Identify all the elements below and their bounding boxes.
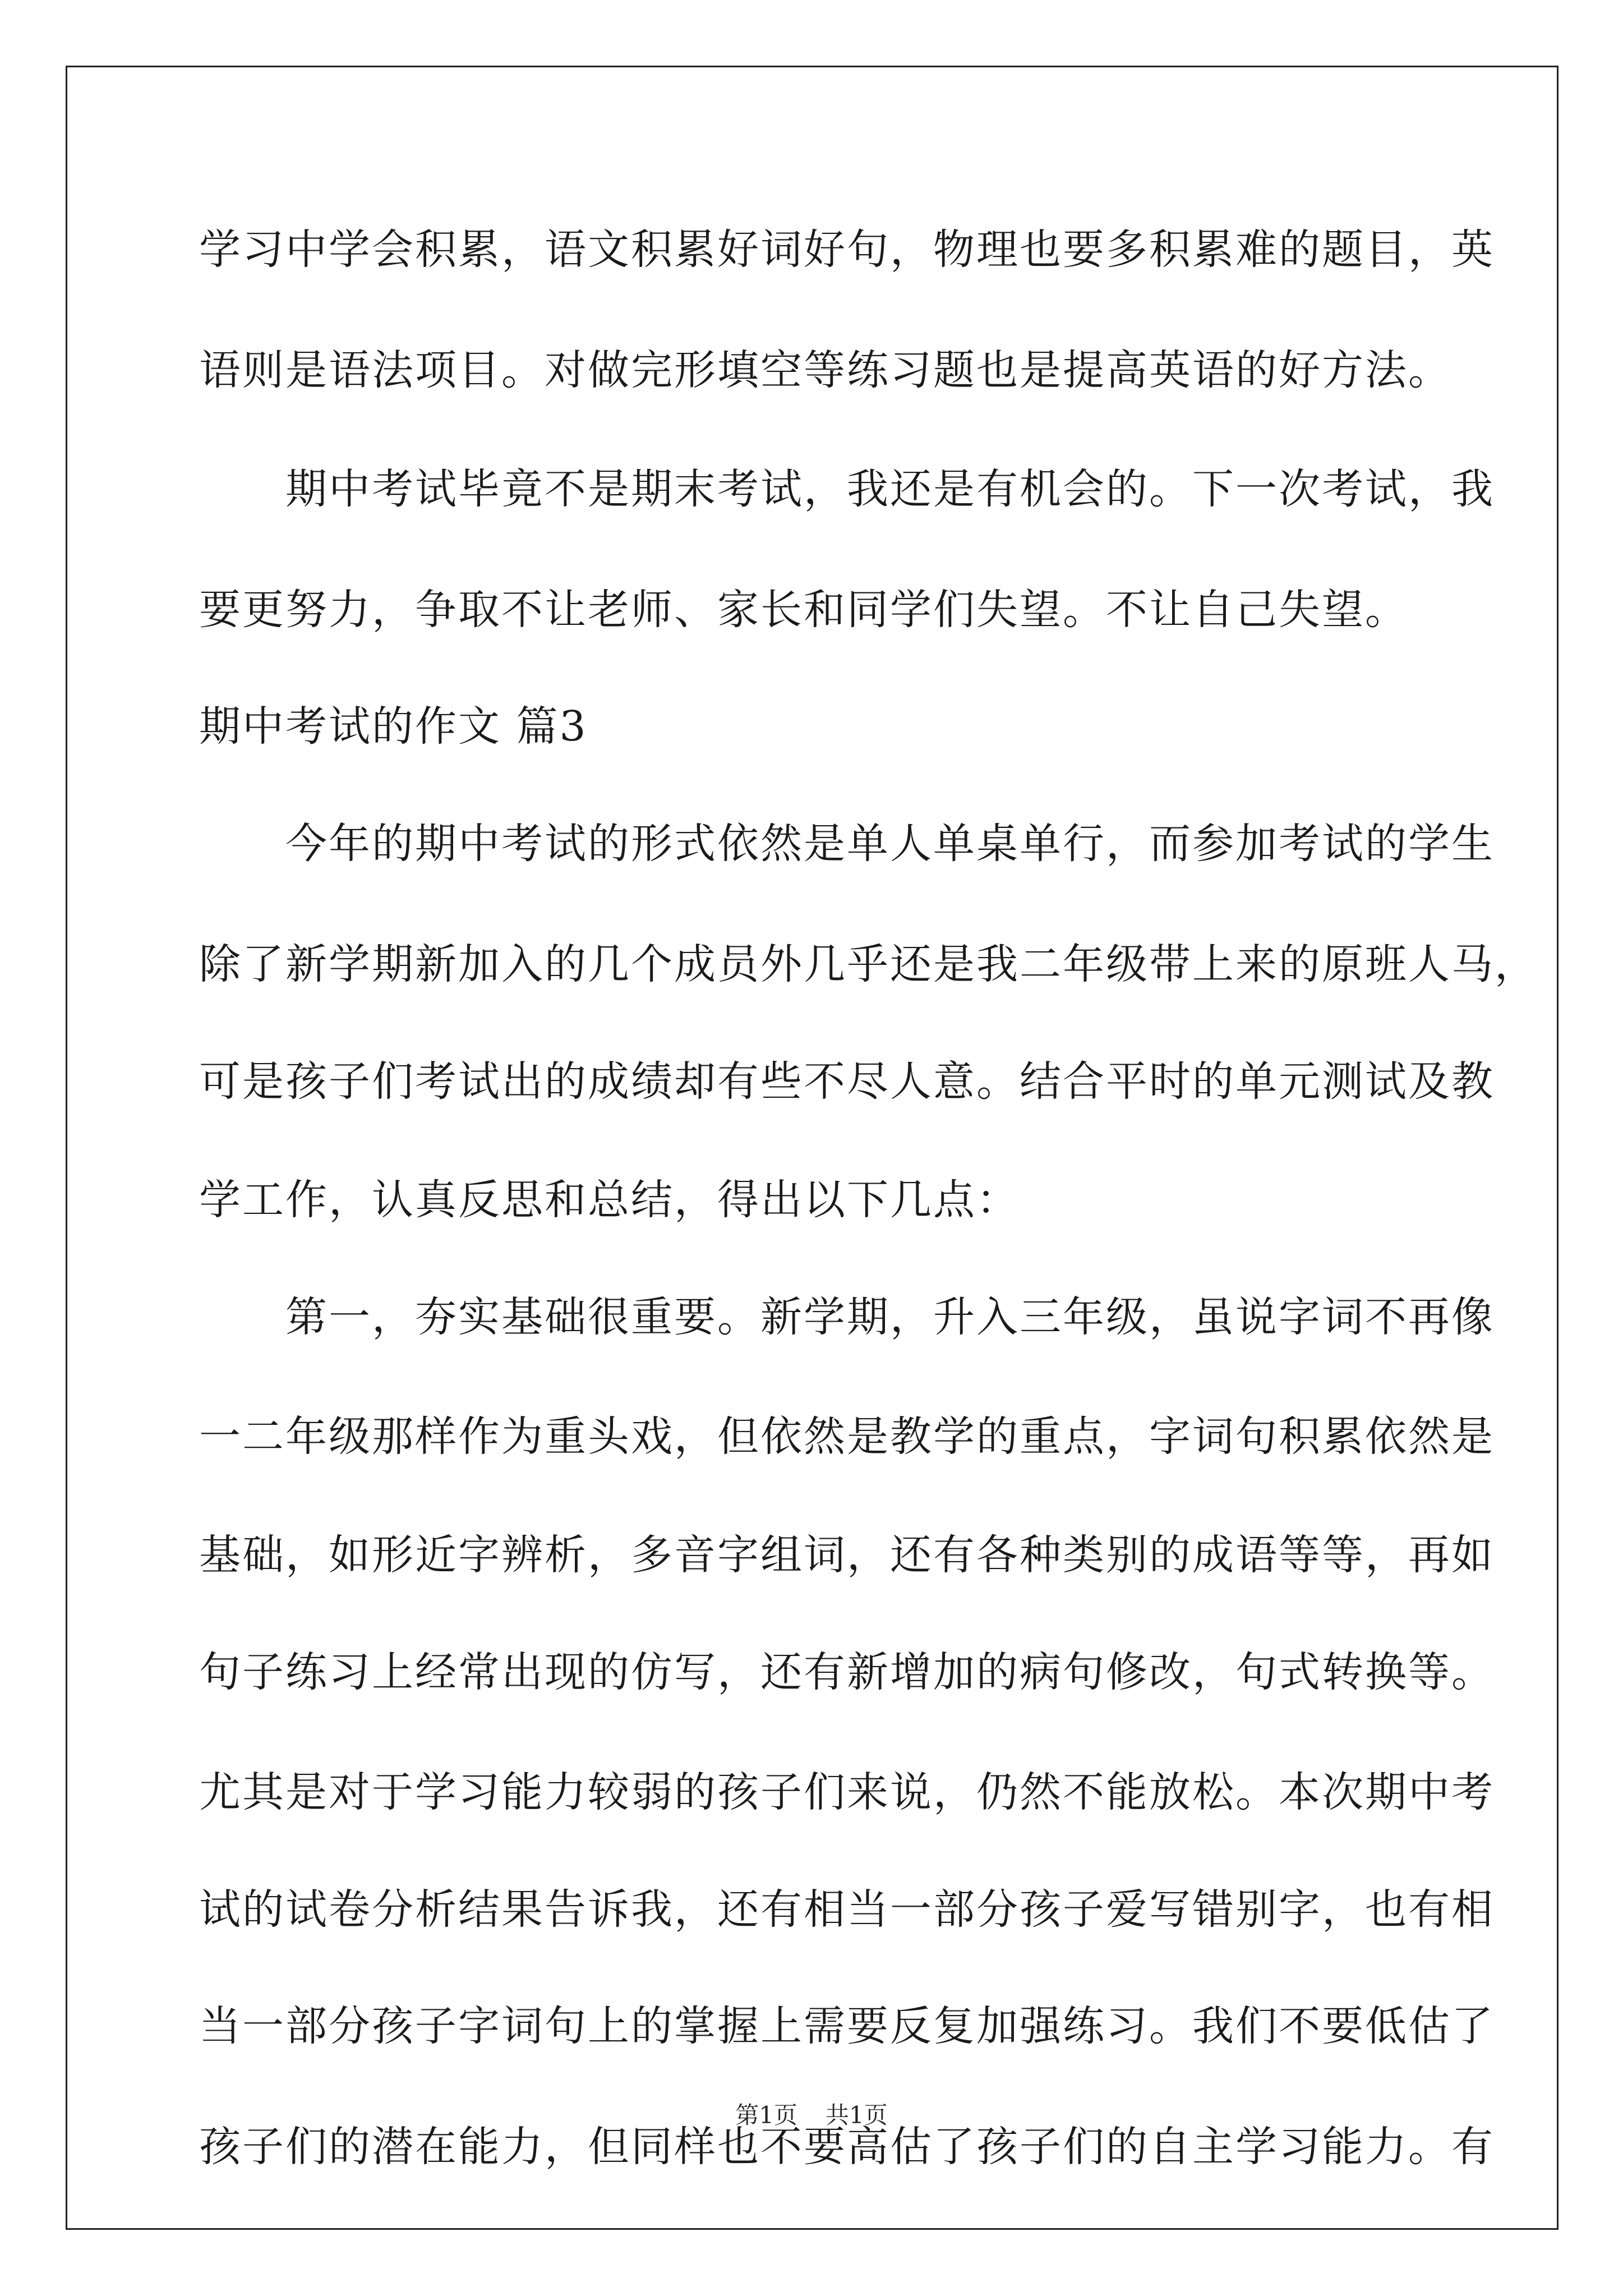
body-line: 学习中学会积累，语文积累好词好句，物理也要多积累难的题目，英 <box>199 226 1495 274</box>
body-line: 第一，夯实基础很重要。新学期，升入三年级，虽说字词不再像 <box>199 1293 1495 1341</box>
body-line: 一二年级那样作为重头戏，但依然是教学的重点，字词句积累依然是 <box>199 1412 1495 1461</box>
body-line: 可是孩子们考试出的成绩却有些不尽人意。结合平时的单元测试及教 <box>199 1057 1495 1106</box>
page-footer <box>0 2100 1623 2131</box>
body-line: 要更努力，争取不让老师、家长和同学们失望。不让自己失望。 <box>199 586 1408 634</box>
body-line: 除了新学期新加入的几个成员外几乎还是我二年级带上来的原班人马， <box>199 940 1538 988</box>
page-total: 共1页 <box>826 2101 888 2129</box>
body-line: 孩子们的潜在能力，但同样也不要高估了孩子们的自主学习能力。有 <box>199 2123 1495 2171</box>
body-line: 试的试卷分析结果告诉我，还有相当一部分孩子爱写错别字，也有相 <box>199 1885 1495 1934</box>
page-number: 第1页 <box>735 2101 797 2129</box>
body-line: 学工作，认真反思和总结，得出以下几点： <box>199 1176 1020 1224</box>
body-line: 语则是语法项目。对做完形填空等练习题也是提高英语的好方法。 <box>199 346 1451 394</box>
section-heading: 期中考试的作文 篇3 <box>199 702 588 751</box>
body-line: 期中考试毕竟不是期末考试，我还是有机会的。下一次考试，我 <box>199 465 1495 513</box>
body-line: 尤其是对于学习能力较弱的孩子们来说，仍然不能放松。本次期中考 <box>199 1768 1495 1816</box>
body-line: 今年的期中考试的形式依然是单人单桌单行，而参加考试的学生 <box>199 820 1495 868</box>
body-line: 句子练习上经常出现的仿写，还有新增加的病句修改，句式转换等。 <box>199 1648 1495 1696</box>
body-line: 当一部分孩子字词句上的掌握上需要反复加强练习。我们不要低估了 <box>199 2002 1495 2050</box>
body-line: 基础，如形近字辨析，多音字组词，还有各种类别的成语等等，再如 <box>199 1531 1495 1579</box>
